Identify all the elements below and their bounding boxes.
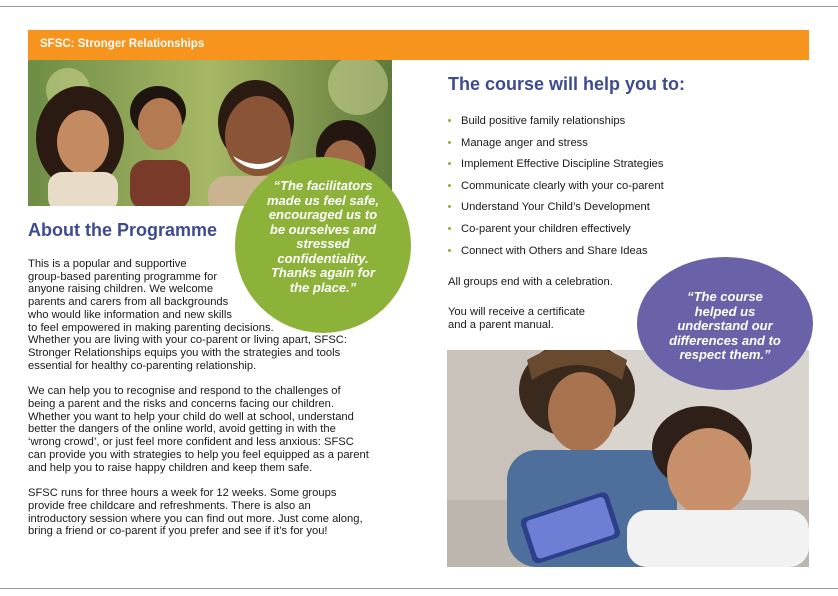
quote-line: understand our	[677, 318, 773, 333]
list-item	[448, 178, 664, 200]
text-line: ‘wrong crowd’, or just feel more confident and less anxious: SFSC	[28, 436, 354, 449]
list-item-text: Implement Effective Discipline Strategies	[461, 158, 664, 171]
text-line: parents and carers from all backgrounds	[28, 296, 229, 309]
bullet-icon	[448, 119, 451, 122]
about-heading: About the Programme	[28, 220, 218, 240]
testimonial-bubble-course	[637, 257, 813, 390]
quote-line: be ourselves and	[269, 221, 377, 237]
bullet-icon	[448, 205, 451, 208]
bullet-icon	[448, 227, 451, 230]
list-item-text: Communicate clearly with your co-parent	[461, 179, 664, 192]
list-item-text: Manage anger and stress	[461, 136, 588, 149]
text-line: to feel empowered in making parenting decisions.	[28, 321, 274, 334]
text-line: who would like information and new skills	[28, 308, 232, 321]
text-line: can provide you with strategies to help you feel equipped as a parent	[28, 448, 369, 461]
certificate-note	[448, 306, 648, 332]
list-item-text: Understand Your Child’s Development	[461, 201, 650, 214]
list-item	[448, 156, 664, 178]
quote-line: made us feel safe,	[267, 192, 379, 208]
course-benefits-list	[448, 113, 664, 264]
text-line: anyone raising children. We welcome	[28, 283, 214, 296]
quote-line: respect them.”	[679, 347, 771, 362]
bullet-icon	[448, 184, 451, 187]
header-banner	[28, 30, 809, 60]
celebration-note: All groups end with a celebration.	[448, 276, 613, 288]
list-item-text: Build positive family relationships	[461, 115, 626, 127]
text-line: and a parent manual.	[448, 319, 554, 331]
text-line: SFSC runs for three hours a week for 12 weeks. Some groups	[28, 487, 337, 500]
course-heading: The course will help you to:	[448, 74, 686, 94]
bullet-icon	[448, 162, 451, 165]
quote-line: differences and to	[669, 332, 781, 348]
bullet-icon	[448, 249, 451, 252]
list-item-text: Connect with Others and Share Ideas	[461, 244, 648, 257]
list-item	[448, 113, 664, 135]
quote-line: stressed	[296, 236, 350, 251]
text-line: Stronger Relationships equips you with the strategies and tools	[28, 346, 341, 359]
quote-line: helped us	[694, 303, 756, 319]
list-item	[448, 221, 664, 243]
text-line: better the dangers of the online world, avoid getting in with the	[28, 423, 336, 436]
text-line: We can help you to recognise and respond to the challenges of	[28, 385, 341, 398]
text-line: introductory session where you can find out more. Just come along,	[28, 512, 363, 525]
quote-line: “The facilitators	[273, 178, 373, 193]
bullet-icon	[448, 141, 451, 144]
quote-line: “The course	[687, 289, 763, 304]
text-line: being a parent and the risks and concerns facing our children.	[28, 398, 334, 411]
quote-line: confidentiality.	[277, 250, 369, 266]
quote-line: the place.”	[289, 279, 357, 295]
list-item	[448, 135, 664, 157]
list-item	[448, 199, 664, 221]
quote-line: Thanks again for	[270, 265, 376, 280]
text-line: Whether you are living with your co-parent or living apart, SFSC:	[28, 334, 347, 347]
about-body	[28, 258, 398, 551]
testimonial-text	[651, 290, 799, 363]
about-paragraph-3	[28, 487, 398, 538]
quote-line: encouraged us to	[268, 207, 378, 222]
text-line: You will receive a certificate	[448, 306, 586, 318]
top-rule	[0, 6, 838, 7]
about-paragraph-2	[28, 385, 398, 474]
about-paragraph-1	[28, 258, 398, 372]
list-item	[448, 243, 664, 265]
text-line: bring a friend or co-parent if you prefer and see if it’s for you!	[28, 525, 328, 538]
text-line: essential for healthy co-parenting relationship.	[28, 359, 257, 372]
list-item-text: Co-parent your children effectively	[461, 222, 631, 235]
text-line: group-based parenting programme for	[28, 270, 218, 283]
text-line: provide free childcare and refreshments. There is also an	[28, 499, 311, 512]
text-line: Whether you want to help your child do well at school, understand	[28, 410, 354, 423]
text-line: and help you to raise happy children and keep them safe.	[28, 461, 313, 474]
text-line: This is a popular and supportive	[28, 258, 187, 270]
bottom-rule	[0, 588, 838, 589]
banner-title: SFSC: Stronger Relationships	[40, 38, 205, 50]
